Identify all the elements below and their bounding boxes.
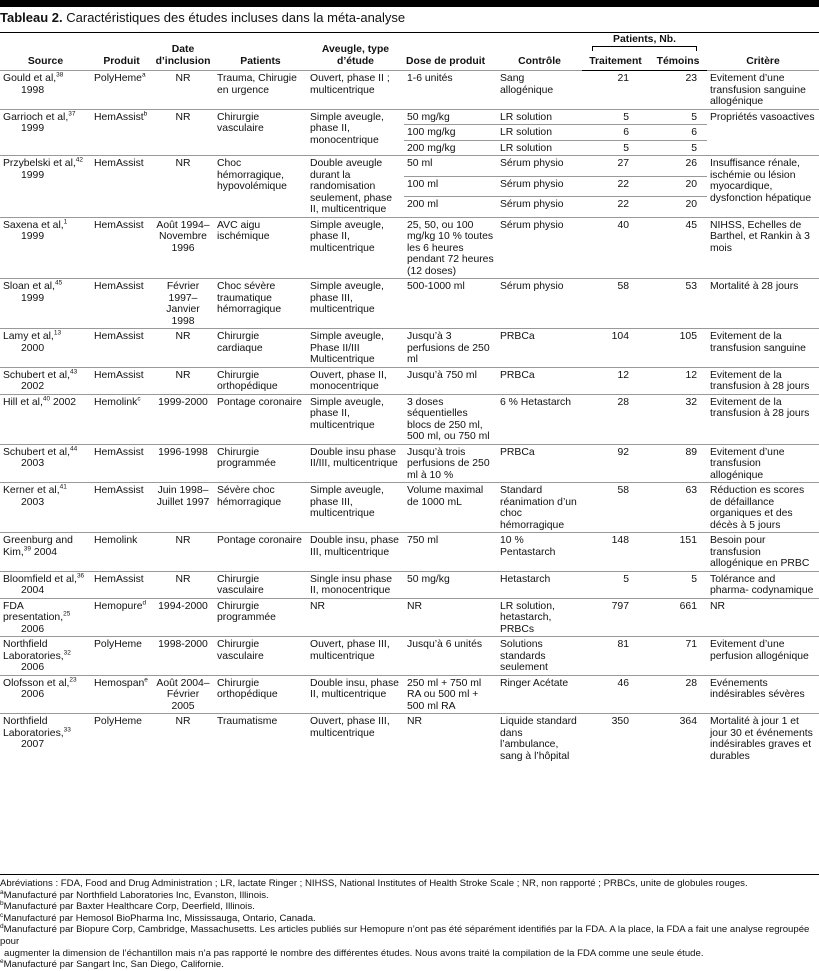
cell-blind: Double insu phase II/III, multicentrique	[307, 444, 404, 483]
cell-controls: 20	[649, 197, 707, 218]
cell-blind: Simple aveugle, phase II, monocentrique	[307, 109, 404, 156]
cell-patients: AVC aigu ischémique	[214, 217, 307, 279]
cell-date: NR	[152, 571, 214, 598]
cell-criterion: Besoin pour transfusion allogénique en PRBC	[707, 533, 819, 572]
cell-control: LR solution	[497, 109, 582, 125]
cell-patients: Chirurgie vasculaire	[214, 571, 307, 598]
cell-control: 10 % Pentastarch	[497, 533, 582, 572]
table-row	[0, 71, 819, 110]
table-row	[0, 394, 819, 444]
cell-dose: 50 mg/kg	[404, 109, 497, 125]
cell-dose: Jusqu’à 3 perfusions de 250 ml	[404, 329, 497, 368]
cell-date: 1999-2000	[152, 394, 214, 444]
cell-criterion: Réduction es scores de défaillance organiques et des décès à 5 jours	[707, 483, 819, 533]
footnote-e: $^e$Manufacturé par Sangart Inc, San Diego, Californie.	[0, 957, 224, 971]
table-row	[0, 571, 819, 598]
studies-table	[0, 33, 819, 763]
cell-treatment: 27	[582, 156, 649, 177]
cell-date: NR	[152, 109, 214, 156]
cell-control: Solutions standards seulement	[497, 637, 582, 676]
cell-control: Sérum physio	[497, 176, 582, 197]
cell-criterion: NR	[707, 598, 819, 637]
cell-controls: 23	[649, 71, 707, 110]
cell-criterion: Evitement de la transfusion à 28 jours	[707, 394, 819, 444]
cell-product: Hemolink$^c$	[91, 394, 152, 444]
cell-product: HemAssist	[91, 156, 152, 218]
table-row	[0, 714, 819, 764]
cell-product: HemAssist	[91, 571, 152, 598]
cell-criterion: Tolérance and pharma- codynamique	[707, 571, 819, 598]
cell-date: Août 1994– Novembre 1996	[152, 217, 214, 279]
cell-blind: Double insu, phase III, multicentrique	[307, 533, 404, 572]
cell-blind: Single insu phase II, monocentrique	[307, 571, 404, 598]
cell-criterion: Propriétés vasoactives	[707, 109, 819, 156]
cell-blind: Simple aveugle, phase II, multicentrique	[307, 217, 404, 279]
top-bar	[0, 0, 819, 7]
cell-source: Northfield Laboratories,$^{32}$ 2006	[0, 637, 91, 676]
footnote-d-continued: augmenter la dimension de l’échantillon mais n’a pas rapporté le nombre des différentes études. Nous avons traité la compilation de la FDA comme une seule étude.	[4, 947, 704, 959]
cell-treatment: 22	[582, 197, 649, 218]
cell-treatment: 148	[582, 533, 649, 572]
bottom-rule	[0, 874, 819, 875]
patients-nb-label: Patients, Nb.	[613, 34, 676, 45]
cell-date: NR	[152, 329, 214, 368]
cell-blind: Simple aveugle, phase II, multicentrique	[307, 394, 404, 444]
header-aveugle: Aveugle, type d’étude	[321, 44, 390, 67]
cell-source: Gould et al,$^{38}$ 1998	[0, 71, 91, 110]
cell-source: Przybelski et al,$^{42}$ 1999	[0, 156, 91, 218]
header-temoins: Témoins	[649, 55, 707, 71]
cell-source: Garrioch et al,$^{37}$ 1999	[0, 109, 91, 156]
cell-blind: Simple aveugle, phase III, multicentrique	[307, 279, 404, 329]
cell-treatment: 40	[582, 217, 649, 279]
cell-dose: Jusqu’à trois perfusions de 250 ml à 10 %	[404, 444, 497, 483]
cell-treatment: 12	[582, 367, 649, 394]
cell-patients: Chirurgie vasculaire	[214, 109, 307, 156]
cell-patients: Chirurgie cardiaque	[214, 329, 307, 368]
cell-dose: 1-6 unités	[404, 71, 497, 110]
cell-treatment: 5	[582, 109, 649, 125]
table-row	[0, 217, 819, 279]
cell-product: PolyHeme	[91, 637, 152, 676]
cell-control: PRBCa	[497, 444, 582, 483]
header-source: Source	[27, 56, 64, 67]
footnote-b: $^b$Manufacturé par Baxter Healthcare Corp, Deerfield, Illinois.	[0, 900, 255, 913]
table-title	[0, 10, 405, 26]
cell-product: Hemopure$^d$	[91, 598, 152, 637]
cell-date: NR	[152, 71, 214, 110]
cell-criterion: Evénements indésirables sévères	[707, 675, 819, 714]
table-row	[0, 483, 819, 533]
table-row	[0, 637, 819, 676]
cell-source: FDA presentation,$^{25}$ 2006	[0, 598, 91, 637]
cell-source: Schubert et al,$^{43}$ 2002	[0, 367, 91, 394]
cell-date: 1996-1998	[152, 444, 214, 483]
cell-control: LR solution, hetastarch, PRBCs	[497, 598, 582, 637]
cell-control: Sérum physio	[497, 156, 582, 177]
cell-date: NR	[152, 156, 214, 218]
cell-patients: Traumatisme	[214, 714, 307, 764]
cell-treatment: 5	[582, 140, 649, 156]
cell-patients: Pontage coronaire	[214, 394, 307, 444]
cell-blind: NR	[307, 598, 404, 637]
cell-control: LR solution	[497, 125, 582, 141]
cell-product: Hemolink	[91, 533, 152, 572]
cell-dose: 25, 50, ou 100 mg/kg 10 % toutes les 6 heures pendant 72 heures (12 doses)	[404, 217, 497, 279]
cell-dose: 100 mg/kg	[404, 125, 497, 141]
cell-dose: Volume maximal de 1000 mL	[404, 483, 497, 533]
cell-control: Sang allogénique	[497, 71, 582, 110]
cell-control: 6 % Hetastarch	[497, 394, 582, 444]
cell-source: Olofsson et al,$^{23}$ 2006	[0, 675, 91, 714]
header-patients-nb	[582, 33, 707, 55]
cell-dose: NR	[404, 598, 497, 637]
cell-treatment: 28	[582, 394, 649, 444]
cell-criterion: Mortalité à jour 1 et jour 30 et événements indésirables graves et durables	[707, 714, 819, 764]
cell-patients: Sévère choc hémorragique	[214, 483, 307, 533]
cell-patients: Choc hémorragique, hypovolémique	[214, 156, 307, 218]
table-title-text: Caractéristiques des études incluses dans la méta-analyse	[66, 10, 406, 25]
cell-control: Sérum physio	[497, 197, 582, 218]
cell-criterion: Evitement d’une transfusion sanguine allogénique	[707, 71, 819, 110]
cell-blind: Ouvert, phase III, multicentrique	[307, 637, 404, 676]
cell-controls: 105	[649, 329, 707, 368]
cell-criterion: Insuffisance rénale, ischémie ou lésion myocardique, dysfonction hépatique	[707, 156, 819, 218]
cell-controls: 63	[649, 483, 707, 533]
cell-dose: 750 ml	[404, 533, 497, 572]
header-critere: Critère	[746, 56, 780, 67]
cell-control: Sérum physio	[497, 279, 582, 329]
cell-dose: Jusqu’à 6 unités	[404, 637, 497, 676]
cell-source: Sloan et al,$^{45}$ 1999	[0, 279, 91, 329]
cell-date: NR	[152, 533, 214, 572]
cell-product: HemAssist	[91, 444, 152, 483]
cell-source: Northfield Laboratories,$^{33}$ 2007	[0, 714, 91, 764]
cell-product: HemAssist	[91, 329, 152, 368]
cell-product: PolyHeme$^a$	[91, 71, 152, 110]
cell-date: 1998-2000	[152, 637, 214, 676]
cell-product: HemAssist	[91, 217, 152, 279]
cell-source: Hill et al,$^{40}$ 2002	[0, 394, 91, 444]
cell-treatment: 797	[582, 598, 649, 637]
cell-treatment: 6	[582, 125, 649, 141]
cell-control: Standard réanimation d’un choc hémorragique	[497, 483, 582, 533]
cell-dose: 50 mg/kg	[404, 571, 497, 598]
cell-patients: Chirurgie programmée	[214, 444, 307, 483]
cell-patients: Chirurgie orthopédique	[214, 675, 307, 714]
cell-dose: Jusqu’à 750 ml	[404, 367, 497, 394]
cell-treatment: 22	[582, 176, 649, 197]
cell-controls: 26	[649, 156, 707, 177]
cell-source: Saxena et al,$^1$ 1999	[0, 217, 91, 279]
cell-controls: 6	[649, 125, 707, 141]
table-row	[0, 109, 819, 125]
cell-patients: Choc sévère traumatique hémorragique	[214, 279, 307, 329]
table-row	[0, 156, 819, 177]
cell-control: Liquide standard dans l’ambulance, sang à l’hôpital	[497, 714, 582, 764]
cell-control: Hetastarch	[497, 571, 582, 598]
cell-patients: Trauma, Chirugie en urgence	[214, 71, 307, 110]
cell-controls: 5	[649, 109, 707, 125]
header-date: Date d’inclusion	[155, 44, 211, 67]
cell-treatment: 92	[582, 444, 649, 483]
cell-patients: Chirurgie vasculaire	[214, 637, 307, 676]
cell-patients: Chirurgie orthopédique	[214, 367, 307, 394]
cell-source: Schubert et al,$^{44}$ 2003	[0, 444, 91, 483]
cell-treatment: 21	[582, 71, 649, 110]
table-row	[0, 279, 819, 329]
footnote-c: $^c$Manufacturé par Hemosol BioPharma Inc, Mississauga, Ontario, Canada.	[0, 911, 316, 924]
cell-dose: 500-1000 ml	[404, 279, 497, 329]
table-title-label: Tableau 2.	[0, 10, 63, 25]
cell-controls: 151	[649, 533, 707, 572]
cell-criterion: Mortalité à 28 jours	[707, 279, 819, 329]
cell-controls: 364	[649, 714, 707, 764]
cell-blind: Ouvert, phase II, monocentrique	[307, 367, 404, 394]
cell-source: Kerner et al,$^{41}$ 2003	[0, 483, 91, 533]
table-row	[0, 329, 819, 368]
cell-product: HemAssist	[91, 483, 152, 533]
cell-source: Lamy et al,$^{13}$ 2000	[0, 329, 91, 368]
footnote-a: $^a$Manufacturé par Northfield Laboratories Inc, Evanston, Illinois.	[0, 888, 269, 901]
cell-criterion: NIHSS, Echelles de Barthel, et Rankin à 3 mois	[707, 217, 819, 279]
header-controle: Contrôle	[518, 56, 561, 67]
table-row	[0, 675, 819, 714]
cell-control: LR solution	[497, 140, 582, 156]
cell-blind: Double insu, phase II, multicentrique	[307, 675, 404, 714]
cell-blind: Simple aveugle, Phase II/III Multicentrique	[307, 329, 404, 368]
cell-treatment: 350	[582, 714, 649, 764]
footnote-abbreviations: Abréviations : FDA, Food and Drug Administration ; LR, lactate Ringer ; NIHSS, National Institutes of Health Stroke Scale ; NR, non rapporté ; PRBCs, unite de globules rouges.	[0, 878, 748, 889]
cell-product: HemAssist	[91, 279, 152, 329]
cell-dose: 200 mg/kg	[404, 140, 497, 156]
cell-dose: 200 ml	[404, 197, 497, 218]
header-traitement: Traitement	[582, 55, 649, 71]
cell-source: Greenburg and Kim,$^{39}$ 2004	[0, 533, 91, 572]
header-dose: Dose de produit	[406, 56, 486, 67]
cell-product: PolyHeme	[91, 714, 152, 764]
cell-product: Hemospan$^e$	[91, 675, 152, 714]
cell-treatment: 58	[582, 279, 649, 329]
cell-treatment: 58	[582, 483, 649, 533]
cell-dose: 50 ml	[404, 156, 497, 177]
cell-treatment: 46	[582, 675, 649, 714]
cell-blind: Ouvert, phase III, multicentrique	[307, 714, 404, 764]
cell-controls: 28	[649, 675, 707, 714]
cell-control: Ringer Acétate	[497, 675, 582, 714]
cell-dose: 100 ml	[404, 176, 497, 197]
cell-controls: 45	[649, 217, 707, 279]
cell-dose: NR	[404, 714, 497, 764]
cell-controls: 5	[649, 571, 707, 598]
cell-controls: 71	[649, 637, 707, 676]
cell-product: HemAssist	[91, 367, 152, 394]
cell-controls: 12	[649, 367, 707, 394]
footnote-d: $^d$Manufacturé par Biopure Corp, Cambridge, Massachusetts. Les articles publiés sur Hemopure n’ont pas été séparément identifiés par la FDA. A la place, la FDA a fait une analyse regroupée pour	[0, 923, 810, 947]
cell-date: NR	[152, 714, 214, 764]
cell-treatment: 81	[582, 637, 649, 676]
cell-treatment: 104	[582, 329, 649, 368]
cell-criterion: Evitement de la transfusion sanguine	[707, 329, 819, 368]
cell-blind: Double aveugle durant la randomisation seulement, phase II, multicentrique	[307, 156, 404, 218]
header-produit: Produit	[103, 56, 140, 67]
cell-date: Août 2004– Février 2005	[152, 675, 214, 714]
cell-criterion: Evitement d’une transfusion allogénique	[707, 444, 819, 483]
cell-date: Juin 1998– Juillet 1997	[152, 483, 214, 533]
cell-controls: 32	[649, 394, 707, 444]
cell-dose: 3 doses séquentielles blocs de 250 ml, 500 ml, ou 750 ml	[404, 394, 497, 444]
cell-patients: Chirurgie programmée	[214, 598, 307, 637]
cell-control: PRBCa	[497, 367, 582, 394]
table-row	[0, 533, 819, 572]
patients-nb-bracket	[592, 46, 697, 51]
cell-product: HemAssist$^b$	[91, 109, 152, 156]
cell-date: Février 1997– Janvier 1998	[152, 279, 214, 329]
cell-controls: 20	[649, 176, 707, 197]
cell-treatment: 5	[582, 571, 649, 598]
cell-controls: 5	[649, 140, 707, 156]
cell-criterion: Evitement d’une perfusion allogénique	[707, 637, 819, 676]
cell-date: NR	[152, 367, 214, 394]
cell-controls: 89	[649, 444, 707, 483]
header-patients: Patients	[240, 56, 281, 67]
cell-control: PRBCa	[497, 329, 582, 368]
cell-controls: 661	[649, 598, 707, 637]
cell-blind: Ouvert, phase II ; multicentrique	[307, 71, 404, 110]
cell-source: Bloomfield et al,$^{36}$ 2004	[0, 571, 91, 598]
cell-patients: Pontage coronaire	[214, 533, 307, 572]
cell-date: 1994-2000	[152, 598, 214, 637]
cell-blind: Simple aveugle, phase III, multicentrique	[307, 483, 404, 533]
footnotes	[0, 878, 815, 971]
table-body	[0, 71, 819, 764]
cell-controls: 53	[649, 279, 707, 329]
table-row	[0, 367, 819, 394]
cell-dose: 250 ml + 750 ml RA ou 500 ml + 500 ml RA	[404, 675, 497, 714]
table-row	[0, 598, 819, 637]
cell-control: Sérum physio	[497, 217, 582, 279]
table-row	[0, 444, 819, 483]
cell-criterion: Evitement de la transfusion à 28 jours	[707, 367, 819, 394]
